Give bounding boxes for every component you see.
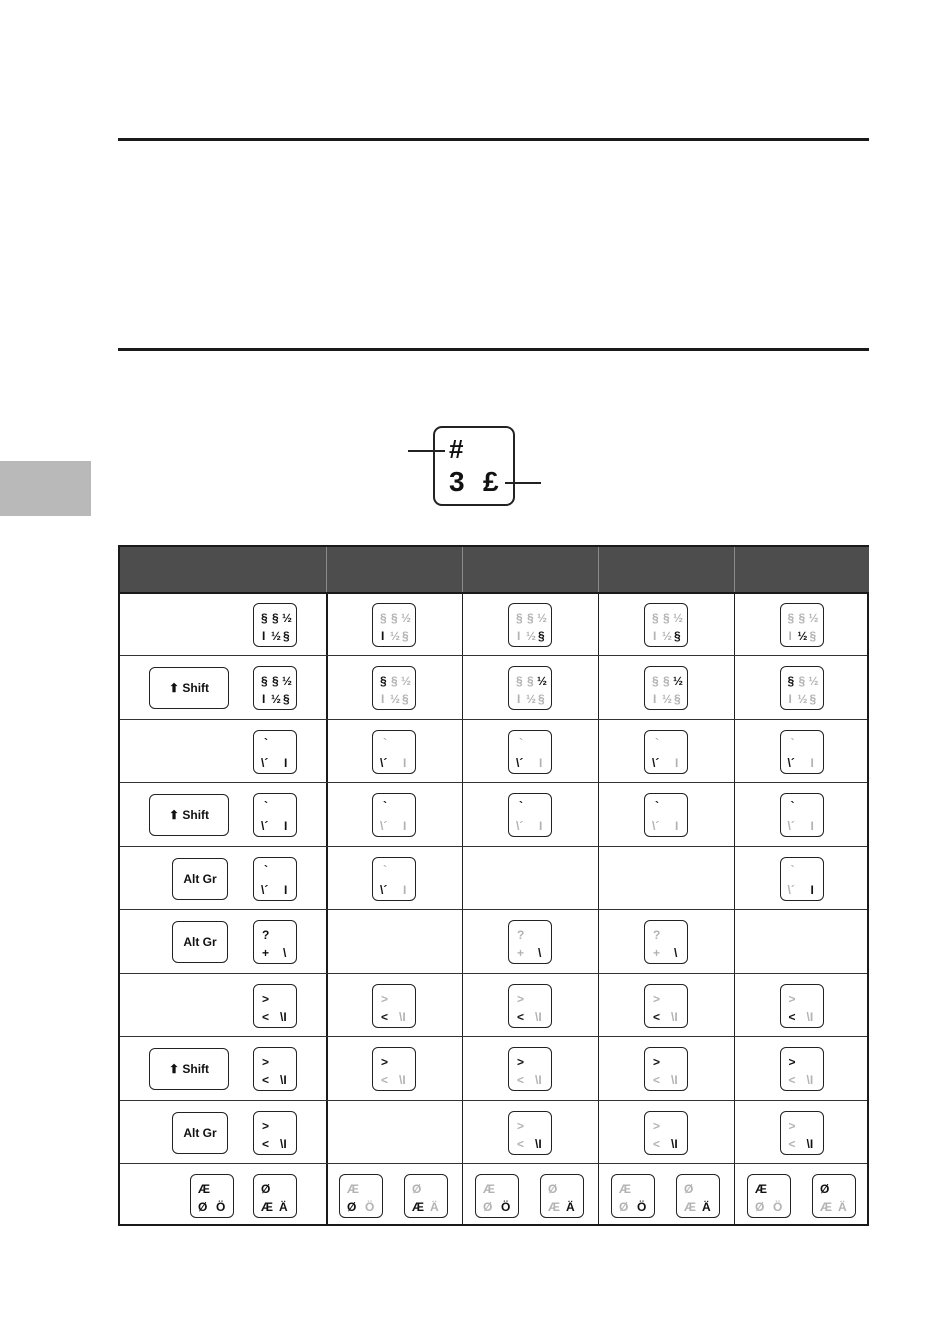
top-rule [118, 138, 869, 141]
key-glyph-bl: \´ [380, 882, 388, 897]
key-glyph-tl: ` [519, 799, 523, 813]
key-glyph-tr: ½ [808, 610, 819, 625]
key-glyph-bm: ½ [662, 628, 673, 643]
layout-key [644, 984, 688, 1028]
key-glyph-br: \I [280, 1136, 287, 1151]
shift-key: ⬆ Shift [149, 1048, 229, 1090]
key-glyph-tr: ½ [282, 610, 293, 625]
key-glyph-tr: ½ [673, 610, 684, 625]
key-glyph-tl: ` [383, 862, 387, 877]
key-glyph-bm: ½ [271, 628, 282, 643]
key-glyph-br: I [539, 755, 543, 770]
key-glyph-tl: Æ [483, 1181, 495, 1196]
key-glyph-br: I [403, 755, 407, 770]
key-glyph-br: \ [283, 946, 287, 960]
key-glyph-bl: < [517, 1073, 525, 1087]
header-separator [326, 547, 327, 592]
key-glyph-br: Ä [430, 1199, 439, 1214]
key-glyph-tl: § [787, 674, 795, 688]
key-glyph-br: Ö [365, 1199, 375, 1214]
layout-key [644, 1047, 688, 1091]
key-glyph-bl: \´ [787, 882, 795, 897]
key-glyph-br: \I [671, 1136, 678, 1151]
key-glyph-tl: > [788, 1055, 796, 1069]
key-glyph-tr: ½ [282, 674, 293, 688]
key-glyph-tl: > [653, 1118, 661, 1133]
key-glyph-br: I [403, 882, 407, 897]
legend-key [433, 426, 515, 506]
reference-key [253, 920, 297, 964]
key-glyph-tl: Æ [755, 1181, 767, 1196]
oslash-key-reference [253, 1174, 297, 1218]
key-glyph-bl: < [517, 1136, 525, 1151]
key-glyph-tl: > [262, 1118, 270, 1133]
layout-key [508, 1111, 552, 1155]
key-glyph-bl: < [653, 1136, 661, 1151]
key-glyph-tm: § [663, 674, 670, 688]
key-glyph-br: I [810, 882, 814, 897]
key-glyph-bl: < [262, 1073, 270, 1087]
key-glyph-br: § [283, 692, 290, 706]
row-line [120, 719, 867, 720]
key-glyph-br: Ö [216, 1199, 226, 1214]
key-glyph-br: § [402, 628, 409, 643]
key-glyph-tl: § [380, 610, 387, 625]
key-glyph-br: Ä [702, 1199, 711, 1214]
oslash-key [404, 1174, 448, 1218]
key-glyph-tl: ` [383, 735, 387, 750]
key-glyph-tl: § [261, 610, 268, 625]
table-header [120, 547, 869, 592]
key-glyph-bm: ½ [271, 692, 282, 706]
ae-key [611, 1174, 655, 1218]
layout-key [508, 984, 552, 1028]
key-glyph-tl: Æ [198, 1181, 210, 1196]
ae-key [475, 1174, 519, 1218]
key-glyph-bl: Ø [619, 1199, 629, 1214]
legend-bottom-left-char: 3 [449, 466, 465, 497]
layout-key [780, 1047, 824, 1091]
layout-key [508, 793, 552, 837]
key-glyph-bl: \´ [652, 819, 660, 833]
key-glyph-bl: \´ [516, 755, 524, 770]
key-glyph-br: \I [806, 1009, 814, 1024]
layout-key [508, 920, 552, 964]
key-glyph-tr: ½ [401, 610, 412, 625]
key-glyph-tl: § [787, 610, 795, 625]
key-glyph-br: I [284, 882, 288, 897]
key-glyph-bm: ½ [390, 692, 401, 706]
key-glyph-tl: § [380, 674, 387, 688]
column-line [326, 592, 328, 1224]
section-rule [118, 348, 869, 351]
reference-key [253, 603, 297, 647]
key-glyph-br: \I [280, 1009, 287, 1024]
key-glyph-tr: ½ [673, 674, 684, 688]
key-glyph-bl: I [788, 628, 792, 643]
layout-key [644, 603, 688, 647]
key-glyph-tl: > [262, 991, 270, 1006]
key-glyph-tl: Ø [412, 1181, 422, 1196]
key-glyph-tr: ½ [401, 674, 412, 688]
key-glyph-tm: § [798, 674, 806, 688]
key-glyph-bl: < [381, 1009, 389, 1024]
key-glyph-br: Ä [566, 1199, 575, 1214]
key-glyph-tl: § [516, 674, 523, 688]
key-glyph-tl: > [381, 1055, 389, 1069]
oslash-key [540, 1174, 584, 1218]
oslash-key [676, 1174, 720, 1218]
altgr-key: Alt Gr [172, 921, 228, 963]
row-line [120, 1163, 867, 1164]
layout-key [372, 666, 416, 710]
key-glyph-bl: I [653, 628, 657, 643]
layout-key [372, 984, 416, 1028]
shift-key: ⬆ Shift [149, 667, 229, 709]
key-glyph-bl: < [653, 1073, 661, 1087]
header-separator [462, 547, 463, 592]
key-glyph-br: \I [399, 1073, 406, 1087]
key-glyph-bl: I [517, 628, 521, 643]
key-glyph-tl: > [788, 991, 796, 1006]
key-glyph-bl: \´ [380, 755, 388, 770]
key-glyph-tl: > [517, 1055, 525, 1069]
layout-key [644, 793, 688, 837]
layout-key [372, 1047, 416, 1091]
key-glyph-tl: ` [655, 799, 659, 813]
key-glyph-bl: + [262, 946, 270, 960]
key-glyph-br: \ [538, 946, 542, 960]
key-glyph-tl: § [652, 674, 659, 688]
key-glyph-tl: ? [262, 928, 270, 942]
key-glyph-br: I [675, 755, 679, 770]
key-glyph-bl: \´ [787, 819, 795, 833]
altgr-key: Alt Gr [172, 858, 228, 900]
key-glyph-tl: ? [517, 928, 525, 942]
layout-key [508, 603, 552, 647]
key-glyph-tm: § [527, 610, 534, 625]
key-glyph-tl: ` [790, 735, 795, 750]
key-glyph-br: I [403, 819, 407, 833]
key-glyph-tl: Æ [347, 1181, 359, 1196]
key-glyph-br: I [810, 819, 814, 833]
layout-key [644, 730, 688, 774]
header-separator [598, 547, 599, 592]
key-glyph-br: \I [671, 1073, 678, 1087]
column-line [598, 592, 599, 1224]
reference-key [253, 984, 297, 1028]
layout-key [780, 603, 824, 647]
row-line [120, 846, 867, 847]
key-glyph-tl: > [788, 1118, 796, 1133]
key-glyph-tl: > [517, 991, 525, 1006]
key-glyph-bl: Æ [412, 1199, 424, 1214]
layout-key [508, 1047, 552, 1091]
key-glyph-br: \I [806, 1073, 814, 1087]
layout-table [118, 545, 869, 1226]
layout-key [372, 603, 416, 647]
key-glyph-tl: ` [264, 735, 268, 750]
key-glyph-bl: \´ [787, 755, 795, 770]
key-glyph-br: Ö [637, 1199, 647, 1214]
key-glyph-tl: § [516, 610, 523, 625]
layout-key [372, 793, 416, 837]
key-glyph-bl: I [381, 628, 385, 643]
key-glyph-bl: < [517, 1009, 525, 1024]
key-glyph-tr: ½ [537, 674, 548, 688]
key-glyph-tl: > [517, 1118, 525, 1133]
key-glyph-tl: Ø [261, 1181, 271, 1196]
key-glyph-br: \I [806, 1136, 814, 1151]
key-glyph-tl: > [262, 1055, 270, 1069]
key-glyph-tl: > [653, 991, 661, 1006]
row-line [120, 1036, 867, 1037]
key-glyph-bl: I [788, 692, 792, 706]
column-line [462, 592, 463, 1224]
key-glyph-br: § [809, 628, 817, 643]
altgr-key: Alt Gr [172, 1112, 228, 1154]
key-glyph-tm: § [272, 610, 279, 625]
layout-key [508, 730, 552, 774]
key-glyph-bl: I [653, 692, 657, 706]
reference-key [253, 1047, 297, 1091]
key-glyph-bl: I [262, 628, 266, 643]
key-glyph-br: § [674, 628, 681, 643]
key-glyph-tl: Æ [619, 1181, 631, 1196]
key-glyph-br: Ä [279, 1199, 288, 1214]
reference-key [253, 857, 297, 901]
key-glyph-bl: < [788, 1136, 796, 1151]
key-glyph-br: Ö [773, 1199, 783, 1214]
key-glyph-tl: ` [790, 862, 795, 877]
row-line [120, 655, 867, 656]
layout-key [780, 857, 824, 901]
key-glyph-bm: ½ [797, 692, 808, 706]
key-glyph-tl: Ø [548, 1181, 558, 1196]
key-glyph-br: Ä [838, 1199, 847, 1214]
key-glyph-bl: I [517, 692, 521, 706]
key-glyph-bl: < [788, 1009, 796, 1024]
key-glyph-tl: ` [264, 799, 268, 813]
key-glyph-bm: ½ [526, 692, 537, 706]
key-glyph-bl: < [262, 1009, 270, 1024]
key-glyph-br: Ö [501, 1199, 511, 1214]
key-glyph-bl: Ø [198, 1199, 208, 1214]
key-glyph-bl: \´ [261, 755, 269, 770]
leader-line-right [505, 482, 541, 484]
ae-key [747, 1174, 791, 1218]
key-glyph-bm: ½ [797, 628, 808, 643]
legend-bottom-right-char: £ [483, 466, 499, 497]
key-glyph-tl: > [653, 1055, 661, 1069]
key-glyph-br: § [538, 628, 545, 643]
layout-key [780, 730, 824, 774]
layout-key [780, 984, 824, 1028]
ae-key-reference [190, 1174, 234, 1218]
key-glyph-bm: ½ [390, 628, 401, 643]
key-glyph-bl: \´ [652, 755, 660, 770]
key-glyph-tl: > [381, 991, 389, 1006]
row-line [120, 973, 867, 974]
key-glyph-bl: I [262, 692, 266, 706]
key-glyph-br: \I [671, 1009, 678, 1024]
layout-key [372, 857, 416, 901]
key-glyph-tm: § [391, 674, 398, 688]
key-glyph-tm: § [663, 610, 670, 625]
key-glyph-bl: Æ [261, 1199, 273, 1214]
row-line [120, 909, 867, 910]
key-glyph-bl: Ø [755, 1199, 765, 1214]
key-glyph-bl: \´ [516, 819, 524, 833]
key-glyph-bl: Æ [820, 1199, 832, 1214]
shift-key: ⬆ Shift [149, 794, 229, 836]
layout-key [780, 1111, 824, 1155]
layout-key [780, 666, 824, 710]
row-line [120, 782, 867, 783]
key-glyph-tl: ` [790, 799, 795, 813]
key-glyph-br: § [283, 628, 290, 643]
key-glyph-tl: Ø [820, 1181, 830, 1196]
key-glyph-tm: § [391, 610, 398, 625]
key-glyph-bl: Æ [684, 1199, 696, 1214]
key-glyph-tm: § [798, 610, 806, 625]
key-glyph-bl: < [653, 1009, 661, 1024]
key-glyph-tl: ` [264, 862, 268, 877]
header-separator [734, 547, 735, 592]
key-glyph-bl: \´ [261, 882, 269, 897]
key-glyph-br: § [674, 692, 681, 706]
layout-key [780, 793, 824, 837]
key-glyph-bl: \´ [261, 819, 269, 833]
key-glyph-br: I [675, 819, 679, 833]
key-glyph-tm: § [527, 674, 534, 688]
key-glyph-br: I [284, 755, 288, 770]
key-glyph-tl: ? [653, 928, 661, 942]
key-glyph-bl: + [517, 946, 525, 960]
row-line [120, 1100, 867, 1101]
ae-key [339, 1174, 383, 1218]
layout-key [372, 730, 416, 774]
key-glyph-br: \I [535, 1009, 542, 1024]
key-glyph-br: \I [535, 1073, 542, 1087]
key-glyph-bl: I [381, 692, 385, 706]
key-glyph-bl: Ø [347, 1199, 357, 1214]
key-glyph-br: \I [399, 1009, 406, 1024]
key-glyph-bl: Ø [483, 1199, 493, 1214]
key-glyph-br: \ [674, 946, 678, 960]
key-glyph-bm: ½ [526, 628, 537, 643]
key-glyph-tl: § [261, 674, 268, 688]
key-glyph-br: I [539, 819, 543, 833]
key-glyph-tl: ` [383, 799, 387, 813]
key-glyph-tl: ` [519, 735, 523, 750]
key-glyph-bl: < [381, 1073, 389, 1087]
key-glyph-tr: ½ [537, 610, 548, 625]
key-glyph-br: § [538, 692, 545, 706]
reference-key [253, 730, 297, 774]
oslash-key [812, 1174, 856, 1218]
key-glyph-tl: ` [655, 735, 659, 750]
key-glyph-tl: § [652, 610, 659, 625]
key-glyph-bl: + [653, 946, 661, 960]
key-glyph-br: § [402, 692, 409, 706]
key-glyph-tm: § [272, 674, 279, 688]
reference-key [253, 1111, 297, 1155]
reference-key [253, 793, 297, 837]
key-glyph-br: \I [535, 1136, 542, 1151]
layout-key [644, 920, 688, 964]
reference-key [253, 666, 297, 710]
key-glyph-tr: ½ [808, 674, 819, 688]
key-glyph-br: \I [280, 1073, 287, 1087]
key-glyph-br: § [809, 692, 817, 706]
layout-key [644, 1111, 688, 1155]
key-glyph-bl: < [788, 1073, 796, 1087]
layout-key [508, 666, 552, 710]
key-glyph-bl: \´ [380, 819, 388, 833]
key-glyph-bm: ½ [662, 692, 673, 706]
key-glyph-bl: < [262, 1136, 270, 1151]
layout-key [644, 666, 688, 710]
key-glyph-br: I [810, 755, 814, 770]
column-line [734, 592, 735, 1224]
key-glyph-br: I [284, 819, 288, 833]
legend-top-char: # [449, 434, 464, 464]
chapter-tab [0, 461, 91, 516]
row-line [120, 592, 867, 594]
key-glyph-bl: Æ [548, 1199, 560, 1214]
key-glyph-tl: Ø [684, 1181, 694, 1196]
